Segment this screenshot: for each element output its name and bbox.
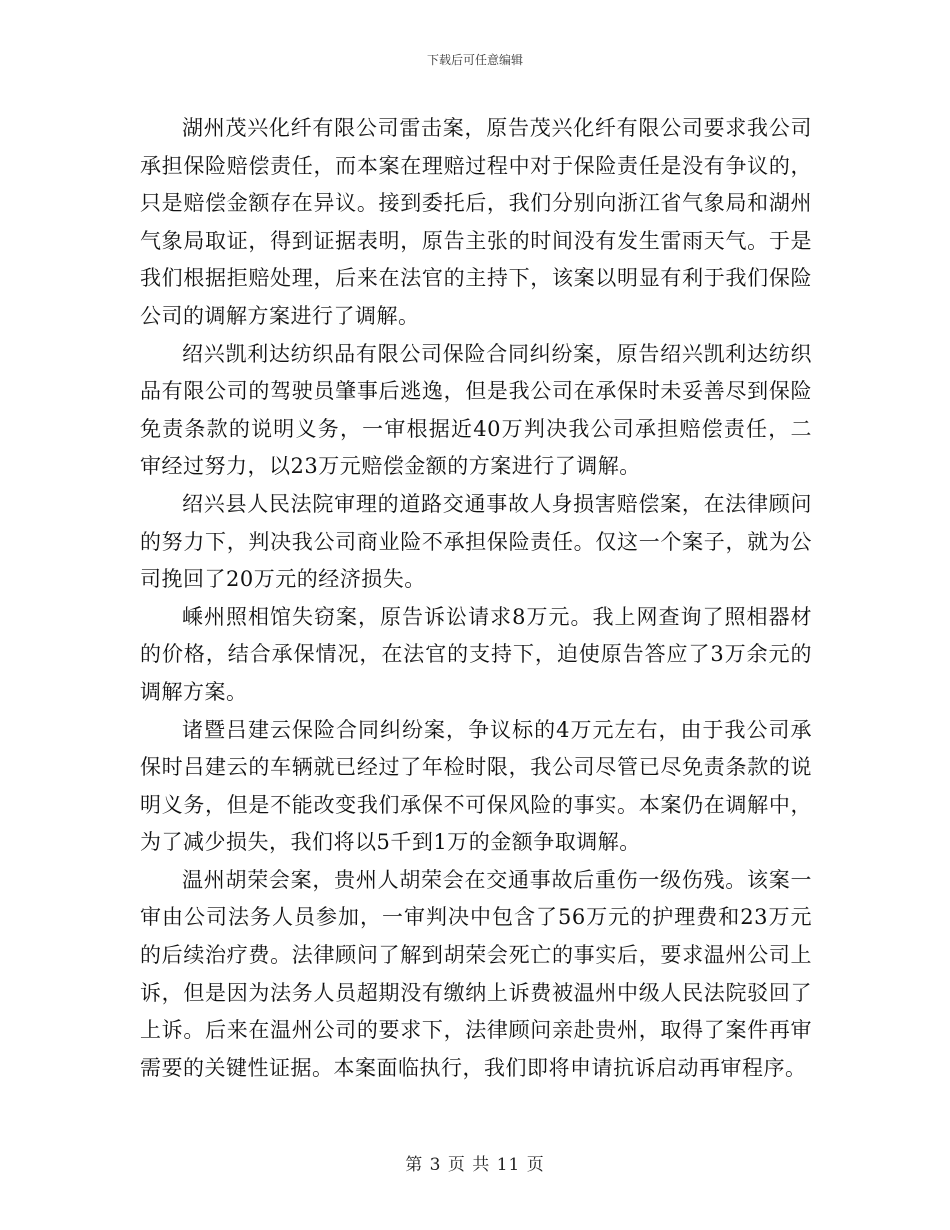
paragraph-photo-studio-theft-case: 嵊州照相馆失窃案，原告诉讼请求8万元。我上网查询了照相器材的价格，结合承保情况，在法官的支持下，迫使原告答应了3万余元的调解方案。 — [140, 604, 812, 704]
paragraph-traffic-accident-case: 绍兴县人民法院审理的道路交通事故人身损害赔偿案，在法律顾问的努力下，判决我公司商业险不承担保险责任。仅这一个案子，就为公司挽回了20万元的经济损失。 — [140, 491, 812, 592]
paragraph-lightning-case: 湖州茂兴化纤有限公司雷击案，原告茂兴化纤有限公司要求我公司承担保险赔偿责任，而本案在理赔过程中对于保险责任是没有争议的，只是赔偿金额存在异议。接到委托后，我们分别向浙江省气象局和湖州气象局取证，得到证据表明，原告主张的时间没有发生雷雨天气。于是我们根据拒赔处理，后来在法官的主持下，该案以明显有利于我们保险公司的调解方案进行了调解。 — [140, 116, 812, 328]
paragraph-textile-contract-case: 绍兴凯利达纺织品有限公司保险合同纠纷案，原告绍兴凯利达纺织品有限公司的驾驶员肇事后逃逸，但是我公司在承保时未妥善尽到保险免责条款的说明义务，一审根据近40万判决我公司承担赔偿责任，二审经过努力，以23万元赔偿金额的方案进行了调解。 — [140, 341, 812, 479]
page-number-footer: 第 3 页 共 11 页 — [405, 1155, 545, 1175]
document-body — [140, 110, 812, 1087]
paragraph-zhuji-contract-case: 诸暨吕建云保险合同纠纷案，争议标的4万元左右，由于我公司承保时吕建云的车辆就已经过了年检时限，我公司尽管已尽免责条款的说明义务，但是不能改变我们承保不可保风险的事实。本案仍在调解中，为了减少损失，我们将以5千到1万的金额争取调解。 — [140, 717, 812, 855]
paragraph-wenzhou-case: 温州胡荣会案，贵州人胡荣会在交通事故后重伤一级伤残。该案一审由公司法务人员参加，一审判决中包含了56万元的护理费和23万元的后续治疗费。法律顾问了解到胡荣会死亡的事实后，要求温州公司上诉，但是因为法务人员超期没有缴纳上诉费被温州中级人民法院驳回了上诉。后来在温州公司的要求下，法律顾问亲赴贵州，取得了案件再审需要的关键性证据。本案面临执行，我们即将申请抗诉启动再审程序。 — [140, 867, 812, 1080]
page-header: 下载后可任意编辑 — [426, 53, 523, 67]
